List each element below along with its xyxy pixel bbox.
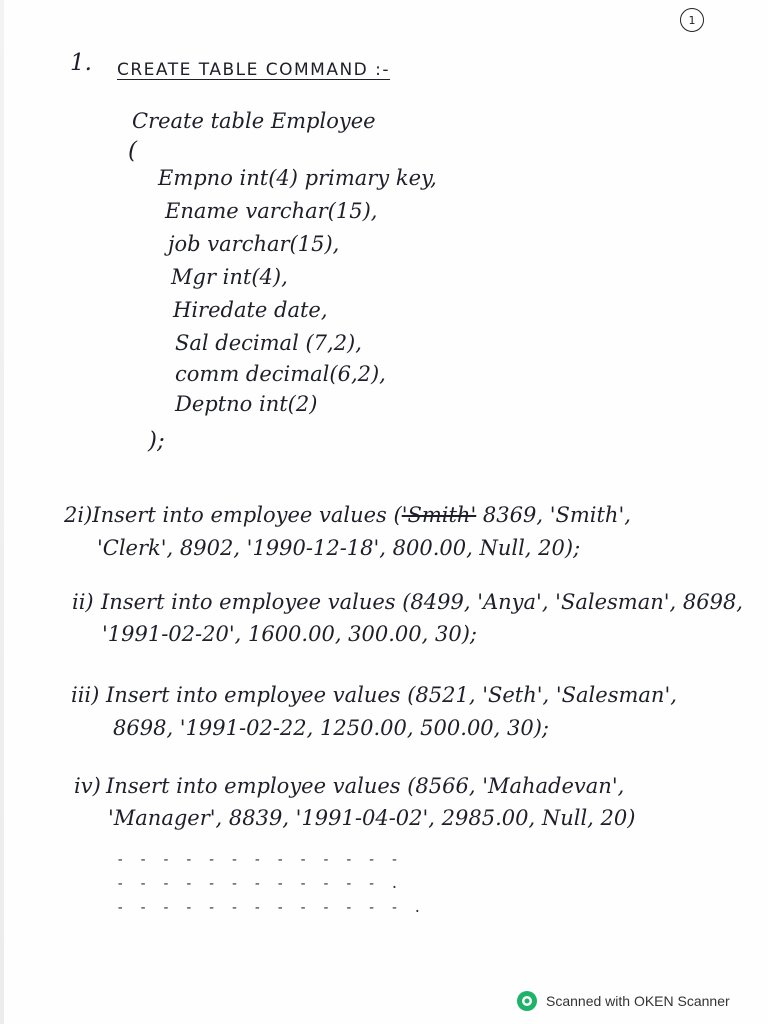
column-line: Empno int(4) primary key, — [158, 166, 437, 190]
column-line: Sal decimal (7,2), — [175, 331, 362, 355]
insert-line: Insert into employee values ( — [92, 503, 402, 527]
struck-out-text: 'Smith' — [401, 503, 477, 527]
insert-line: Insert into employee values (8499, 'Anya', 'Salesman', 8698, — [101, 590, 743, 614]
column-line: Deptno int(2) — [175, 392, 318, 416]
insert-label: ii) — [72, 590, 94, 614]
insert-label: iv) — [74, 774, 101, 798]
column-line: Hiredate date, — [173, 298, 328, 322]
continuation-dashes: - - - - - - - - - - - - - — [116, 852, 402, 868]
insert-statement-1 — [64, 505, 631, 527]
page-number: 1 — [680, 8, 704, 32]
insert-line: 'Manager', 8839, '1991-04-02', 2985.00, Null, 20) — [108, 806, 636, 830]
scanner-watermark-text: Scanned with OKEN Scanner — [546, 993, 730, 1009]
insert-line: '1991-02-20', 1600.00, 300.00, 30); — [102, 622, 477, 646]
insert-line: 8369, 'Smith', — [476, 503, 631, 527]
continuation-dashes: - - - - - - - - - - - - . — [116, 876, 402, 892]
column-line: job varchar(15), — [168, 232, 340, 256]
insert-line: Insert into employee values (8521, 'Seth', 'Salesman', — [106, 683, 677, 707]
scanner-logo-icon — [516, 990, 538, 1012]
column-line: Mgr int(4), — [171, 265, 288, 289]
close-statement: ); — [148, 428, 165, 454]
heading-title: CREATE TABLE COMMAND :- — [117, 60, 391, 80]
insert-line: 8698, '1991-02-22, 1250.00, 500.00, 30); — [113, 716, 550, 740]
heading-number: 1. — [70, 50, 92, 76]
continuation-dashes: - - - - - - - - - - - - - . — [116, 900, 425, 916]
column-line: comm decimal(6,2), — [175, 362, 386, 386]
open-paren: ( — [128, 138, 137, 164]
create-table-line: Create table Employee — [132, 109, 376, 133]
insert-label: 2i) — [64, 503, 93, 527]
scanner-watermark — [516, 990, 730, 1012]
insert-line: 'Clerk', 8902, '1990-12-18', 800.00, Null, 20); — [97, 536, 581, 560]
page-edge-shadow — [0, 0, 4, 1024]
column-line: Ename varchar(15), — [165, 199, 378, 223]
insert-label: iii) — [71, 683, 100, 707]
insert-line: Insert into employee values (8566, 'Mahadevan', — [106, 774, 625, 798]
